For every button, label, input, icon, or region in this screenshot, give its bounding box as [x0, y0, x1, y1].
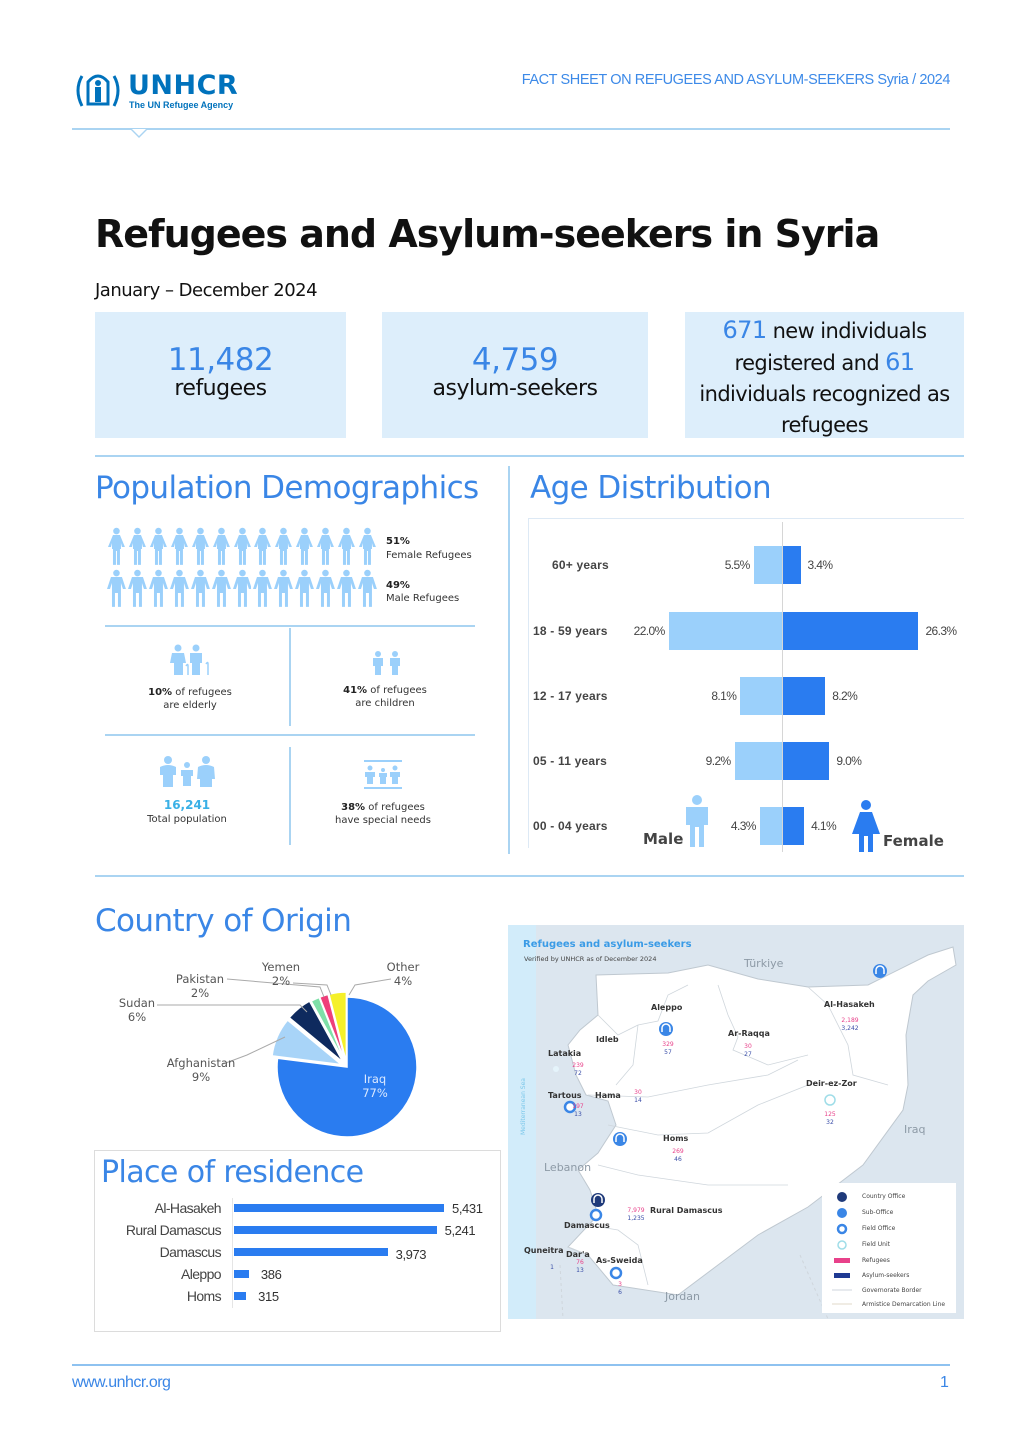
- family-icon: [158, 756, 216, 788]
- map-title: Refugees and asylum-seekers: [523, 939, 692, 950]
- map-governorate-label: Hama: [595, 1091, 621, 1100]
- map-refugee-count: 329: [662, 1041, 674, 1048]
- map-refugee-count: 239: [572, 1062, 584, 1069]
- male-person-icon: [128, 569, 147, 607]
- map-asylum-count: 46: [674, 1156, 682, 1163]
- map-country-label: Lebanon: [544, 1161, 592, 1174]
- male-person-icon: [337, 569, 356, 607]
- male-pct: 49%: [386, 580, 410, 591]
- children-stat: [310, 684, 460, 710]
- kpi-end-label: refugees: [780, 413, 869, 437]
- male-person-icon: [170, 569, 189, 607]
- female-legend-label: Female: [883, 832, 944, 850]
- map-asylum-count: 72: [574, 1070, 582, 1077]
- pie-label-name: Pakistan: [175, 972, 225, 986]
- male-person-icon: [233, 569, 252, 607]
- field-unit-marker: [825, 1095, 835, 1105]
- female-bar: [783, 546, 801, 584]
- footer-divider: [72, 1364, 950, 1366]
- pie-label-name: Iraq: [363, 1072, 387, 1086]
- male-person-icon: [107, 569, 126, 607]
- total-population-label: Total population: [147, 814, 227, 825]
- map-governorate-label: As-Sweida: [596, 1256, 643, 1265]
- male-person-icon: [316, 569, 335, 607]
- map-governorate-label: Latakia: [548, 1049, 582, 1058]
- special-needs-text-2: have special needs: [335, 815, 431, 826]
- footer-website-link[interactable]: www.unhcr.org: [72, 1374, 171, 1391]
- children-icon: [371, 651, 403, 675]
- residence-axis: [232, 1198, 233, 1308]
- map-asylum-count: 3,242: [841, 1025, 859, 1032]
- male-value-label: 22.0%: [633, 624, 665, 638]
- residence-value-label: 5,431: [452, 1201, 483, 1216]
- elderly-text-2: are elderly: [163, 700, 217, 711]
- map-refugee-count: 125: [824, 1111, 836, 1118]
- male-person-icon: [149, 569, 168, 607]
- age-category-label: 05 - 11 years: [533, 754, 607, 768]
- map-country-label: Jordan: [665, 1290, 700, 1303]
- children-text: of refugees: [367, 685, 427, 696]
- pie-label-value: 2%: [190, 986, 210, 1000]
- female-person-icon: [358, 527, 377, 565]
- male-person-icon: [295, 569, 314, 607]
- female-people-row: [107, 527, 377, 565]
- kpi-new-label: new individuals: [772, 319, 927, 343]
- female-value-label: 26.3%: [925, 624, 957, 638]
- female-bar: [783, 742, 829, 780]
- map-governorate-label: Quneitra: [524, 1246, 564, 1255]
- map-governorate-label: Homs: [663, 1134, 689, 1143]
- pie-label-value: 77%: [362, 1086, 388, 1100]
- male-bar: [740, 677, 782, 715]
- male-value-label: 9.2%: [705, 754, 731, 768]
- demo-grid-line: [105, 734, 475, 736]
- elderly-stat: [115, 686, 265, 712]
- age-distribution-heading: Age Distribution: [530, 470, 772, 506]
- logo-wordmark: UNHCR: [128, 70, 239, 101]
- elderly-pct: 10%: [148, 687, 173, 698]
- female-person-icon: [316, 527, 335, 565]
- legend-country-office: Country Office: [862, 1193, 906, 1200]
- male-bar: [760, 807, 782, 845]
- logo-tagline: The UN Refugee Agency: [129, 100, 234, 110]
- female-bar: [783, 807, 804, 845]
- kpi-refugees-label: refugees: [174, 376, 267, 401]
- female-bar: [783, 677, 825, 715]
- male-bar: [669, 612, 782, 650]
- kpi-refugees-value: 11,482: [167, 342, 274, 378]
- legend-asylum-seekers: Asylum-seekers: [862, 1272, 910, 1279]
- male-value-label: 8.1%: [711, 689, 737, 703]
- kpi-new-value: 671: [722, 316, 767, 344]
- page-number: 1: [940, 1374, 949, 1391]
- kpi-recognized-label: individuals recognized as: [699, 382, 950, 406]
- legend-field-office: Field Office: [862, 1225, 896, 1232]
- residence-category-label: Al-Hasakeh: [154, 1200, 221, 1216]
- map-asylum-count: 1: [550, 1264, 554, 1271]
- male-legend-label: Male: [643, 830, 684, 848]
- male-value-label: 4.3%: [730, 819, 756, 833]
- special-needs-stat: [308, 801, 458, 827]
- female-person-icon: [191, 527, 210, 565]
- unhcr-emblem-icon: [72, 70, 124, 110]
- demo-grid-line: [289, 747, 291, 845]
- female-label: Female Refugees: [386, 550, 472, 561]
- map-governorate-label: Deir-ez-Zor: [806, 1079, 857, 1088]
- page-date-range: January – December 2024: [95, 280, 318, 301]
- map-asylum-count: 1,235: [627, 1215, 645, 1222]
- map-asylum-count: 6: [618, 1289, 622, 1296]
- male-person-icon: [274, 569, 293, 607]
- residence-category-label: Damascus: [159, 1244, 221, 1260]
- male-person-icon: [212, 569, 231, 607]
- map-country-label: Iraq: [904, 1123, 926, 1136]
- male-bar: [754, 546, 782, 584]
- map-governorate-label: Al-Hasakeh: [824, 1000, 875, 1009]
- pie-label-value: 4%: [393, 974, 413, 988]
- fact-sheet-title: FACT SHEET ON REFUGEES AND ASYLUM-SEEKERS Syria / 2024: [521, 72, 950, 88]
- page-title: Refugees and Asylum-seekers in Syria: [95, 212, 880, 256]
- kpi-asylum-label: asylum-seekers: [432, 376, 598, 401]
- residence-category-label: Homs: [186, 1288, 221, 1304]
- map-asylum-count: 13: [576, 1267, 584, 1274]
- map-governorate-label: Damascus: [564, 1221, 610, 1230]
- map-asylum-count: 57: [664, 1049, 672, 1056]
- female-person-icon: [337, 527, 356, 565]
- pie-label-name: Sudan: [118, 996, 156, 1010]
- kpi-asylum-seekers: [382, 312, 648, 438]
- unhcr-logo: [72, 70, 252, 114]
- special-needs-pct: 38%: [341, 802, 366, 813]
- female-person-icon: [253, 527, 272, 565]
- female-person-icon: [212, 527, 231, 565]
- kpi-registrations: [685, 312, 964, 438]
- residence-value-label: 3,973: [395, 1247, 427, 1262]
- kpi-recognized-value: 61: [885, 348, 915, 376]
- special-needs-icon: [364, 760, 402, 790]
- map-subtitle: Verified by UNHCR as of December 2024: [524, 955, 657, 963]
- pie-label-value: 2%: [271, 974, 291, 988]
- legend-governorate-border: Governorate Border: [862, 1287, 922, 1294]
- demo-grid-line: [105, 625, 475, 627]
- special-needs-text: of refugees: [365, 802, 425, 813]
- female-person-icon: [107, 527, 126, 565]
- header-divider: [72, 128, 950, 130]
- map-refugee-count: 30: [744, 1043, 752, 1050]
- female-value-label: 8.2%: [832, 689, 858, 703]
- map-sea-label: Mediterranean Sea: [520, 1078, 527, 1135]
- female-icon: [850, 800, 882, 852]
- section-divider: [95, 875, 964, 877]
- map-refugee-count: 2,189: [841, 1017, 859, 1024]
- total-population-stat: [112, 799, 262, 826]
- pie-label-name: Other: [386, 960, 420, 974]
- map-refugee-count: 3: [618, 1281, 622, 1288]
- map-refugee-count: 269: [672, 1148, 684, 1155]
- legend-armistice-line: Armistice Demarcation Line: [862, 1301, 946, 1308]
- residence-value-label: 386: [260, 1267, 282, 1282]
- map-governorate-label: Idleb: [596, 1035, 619, 1044]
- map-governorate-label: Rural Damascus: [650, 1206, 723, 1215]
- male-label: Male Refugees: [386, 593, 460, 604]
- children-text-2: are children: [355, 698, 415, 709]
- male-people-row: [107, 569, 377, 607]
- residence-heading: Place of residence: [101, 1155, 364, 1190]
- age-category-label: 00 - 04 years: [533, 819, 608, 833]
- header-notch-inner: [132, 129, 146, 136]
- pie-leader-line: [349, 979, 391, 995]
- male-value-label: 5.5%: [724, 558, 750, 572]
- kpi-asylum-value: 4,759: [471, 342, 559, 378]
- age-chart-frame: [528, 518, 529, 848]
- section-divider: [95, 455, 964, 457]
- pie-leader-line: [157, 1005, 307, 1012]
- map-asylum-count: 14: [634, 1097, 642, 1104]
- age-chart-axis: [782, 522, 783, 852]
- female-pct: 51%: [386, 536, 410, 547]
- demographics-heading: Population Demographics: [95, 470, 479, 506]
- map-refugee-count: 197: [572, 1103, 584, 1110]
- field-office-marker: [611, 1268, 621, 1278]
- residence-category-label: Aleppo: [181, 1266, 221, 1282]
- total-population-value: 16,241: [163, 798, 211, 812]
- male-person-icon: [253, 569, 272, 607]
- female-person-icon: [170, 527, 189, 565]
- map-governorate-label: Aleppo: [651, 1003, 683, 1012]
- age-category-label: 18 - 59 years: [533, 624, 608, 638]
- map-refugee-count: 7,979: [627, 1207, 645, 1214]
- map-governorate-label: Ar-Raqqa: [728, 1029, 770, 1038]
- map-asylum-count: 27: [744, 1051, 752, 1058]
- male-person-icon: [358, 569, 377, 607]
- age-category-label: 12 - 17 years: [533, 689, 608, 703]
- legend-field-unit: Field Unit: [862, 1241, 890, 1248]
- female-value-label: 4.1%: [811, 819, 837, 833]
- pie-label-value: 6%: [127, 1010, 147, 1024]
- female-person-icon: [233, 527, 252, 565]
- legend-symbols: [822, 1183, 862, 1313]
- map-refugee-count: 30: [634, 1089, 642, 1096]
- residence-value-label: 315: [258, 1289, 279, 1304]
- age-category-label: 60+ years: [552, 558, 609, 572]
- country-of-origin-pie: [95, 955, 435, 1140]
- map-governorate-label: Tartous: [548, 1091, 582, 1100]
- female-bar: [783, 612, 918, 650]
- residence-value-label: 5,241: [444, 1223, 476, 1238]
- pie-label-value: 9%: [191, 1070, 211, 1084]
- female-person-icon: [295, 527, 314, 565]
- elderly-icon: [168, 644, 214, 676]
- map-country-label: Türkiye: [744, 957, 784, 970]
- residence-category-label: Rural Damascus: [125, 1222, 221, 1238]
- female-value-label: 9.0%: [836, 754, 862, 768]
- children-pct: 41%: [343, 685, 368, 696]
- female-person-icon: [149, 527, 168, 565]
- map-refugee-count: 76: [576, 1259, 584, 1266]
- elderly-text: of refugees: [172, 687, 232, 698]
- female-value-label: 3.4%: [807, 558, 833, 572]
- map-asylum-count: 32: [826, 1119, 834, 1126]
- syria-map[interactable]: [508, 925, 964, 1319]
- map-asylum-count: 13: [574, 1111, 582, 1118]
- field-office-marker: [591, 1210, 601, 1220]
- column-divider: [508, 466, 510, 854]
- female-person-icon: [274, 527, 293, 565]
- male-icon: [680, 795, 714, 847]
- pie-label-name: Yemen: [261, 960, 301, 974]
- demo-grid-line: [289, 628, 291, 726]
- male-bar: [735, 742, 782, 780]
- legend-refugees: Refugees: [862, 1257, 890, 1264]
- pie-label-name: Afghanistan: [166, 1056, 236, 1070]
- map-governorate-label: Dar'a: [566, 1250, 590, 1259]
- female-person-icon: [128, 527, 147, 565]
- male-person-icon: [191, 569, 210, 607]
- kpi-refugees: [95, 312, 346, 438]
- country-of-origin-heading: Country of Origin: [95, 903, 352, 939]
- legend-sub-office: Sub-Office: [862, 1209, 894, 1216]
- kpi-mid-label: registered and: [734, 351, 880, 375]
- age-chart-frame: [528, 518, 964, 519]
- map-legend: [822, 1183, 956, 1313]
